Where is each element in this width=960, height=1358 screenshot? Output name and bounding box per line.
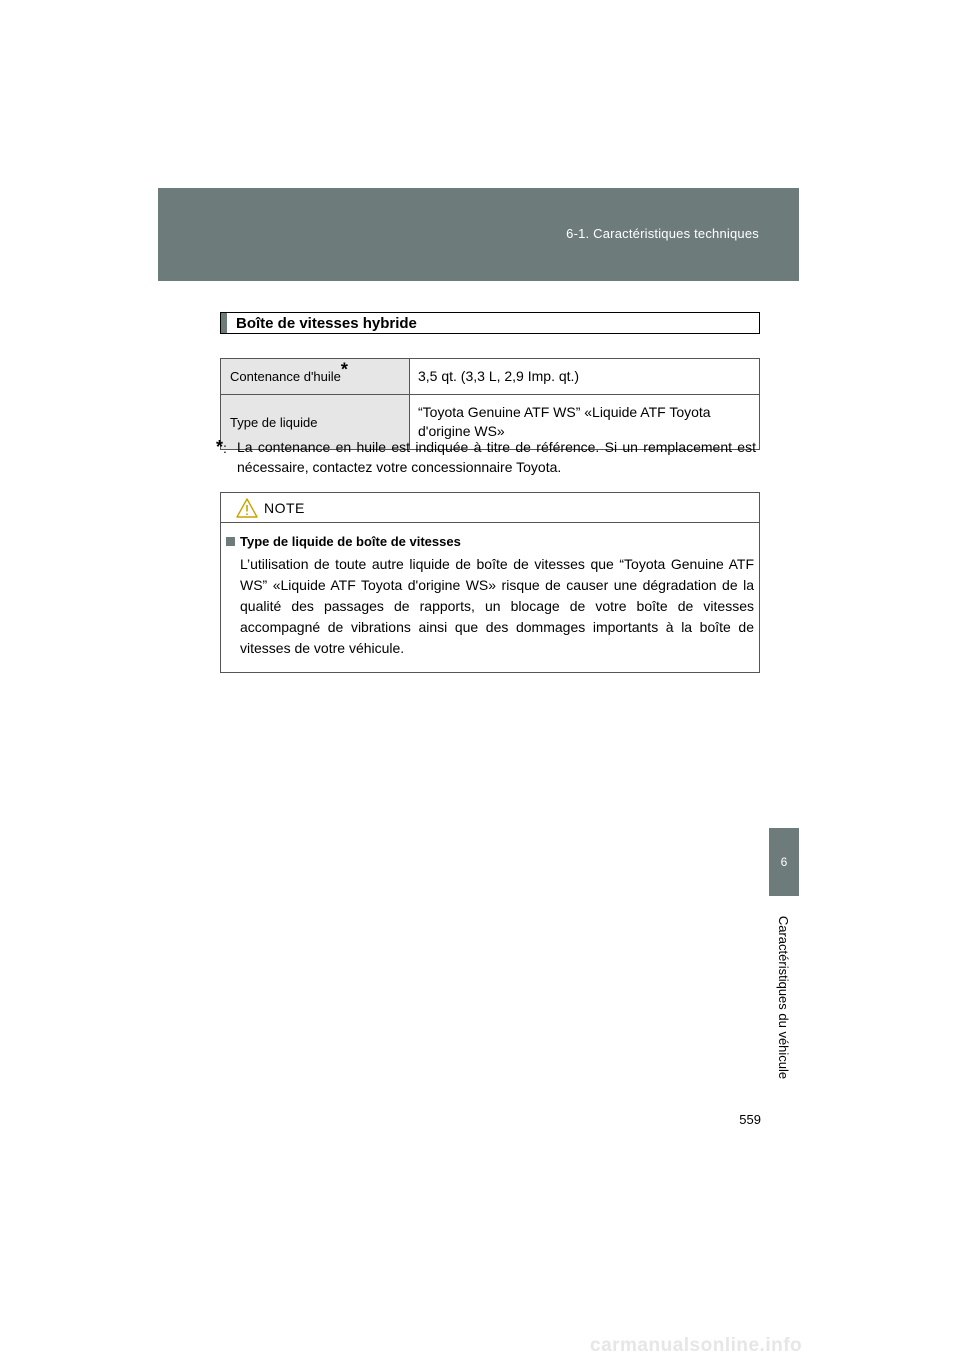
chapter-number: 6 (780, 855, 788, 869)
note-header (221, 493, 759, 523)
note-label: NOTE (264, 499, 305, 516)
note-text: L’utilisation de toute autre liquide de boîte de vitesses que “Toyota Genuine ATF WS” «Liquide ATF Toyota d'origine WS» risque de causer une dégradation de la qualité des passages de rapports, un blocage de votre boîte de vitesses accompagné de vibrations ainsi que des dommages importants à la boîte de vitesses de votre véhicule. (240, 556, 754, 656)
note-box (220, 492, 760, 673)
page-number: 559 (739, 1112, 761, 1127)
section-title-marker (221, 313, 227, 333)
spec-key (221, 359, 410, 395)
section-title-text: Boîte de vitesses hybride (236, 314, 417, 332)
spec-value: 3,5 qt. (3,3 L, 2,9 Imp. qt.) (410, 359, 760, 395)
chapter-label-text: Caractéristiques du véhicule (776, 915, 792, 1080)
note-body (221, 523, 759, 659)
footnote (216, 437, 756, 477)
note-heading (226, 534, 754, 549)
note-heading-text: Type de liquide de boîte de vitesses (240, 534, 461, 549)
chapter-label (747, 905, 821, 1090)
section-title (220, 312, 760, 334)
warning-triangle-icon (236, 498, 258, 518)
footnote-mark: *: (216, 437, 227, 457)
bullet-square-icon (226, 537, 235, 546)
watermark: carmanualsonline.info (590, 1335, 803, 1356)
header-band (158, 188, 799, 281)
chapter-tab[interactable] (769, 828, 799, 896)
section-breadcrumb: 6-1. Caractéristiques techniques (566, 226, 759, 241)
footnote-text: La contenance en huile est indiquée à titre de référence. Si un remplacement est nécessaire, contactez votre concessionnaire Toyota. (237, 439, 756, 475)
table-row (221, 359, 760, 395)
footnote-marker: * (340, 359, 348, 380)
spec-key-text: Type de liquide (230, 414, 318, 430)
spec-key-text: Contenance d'huile (230, 369, 341, 384)
spec-value: “Toyota Genuine ATF WS” «Liquide ATF Toyota d'origine WS» (410, 395, 760, 450)
